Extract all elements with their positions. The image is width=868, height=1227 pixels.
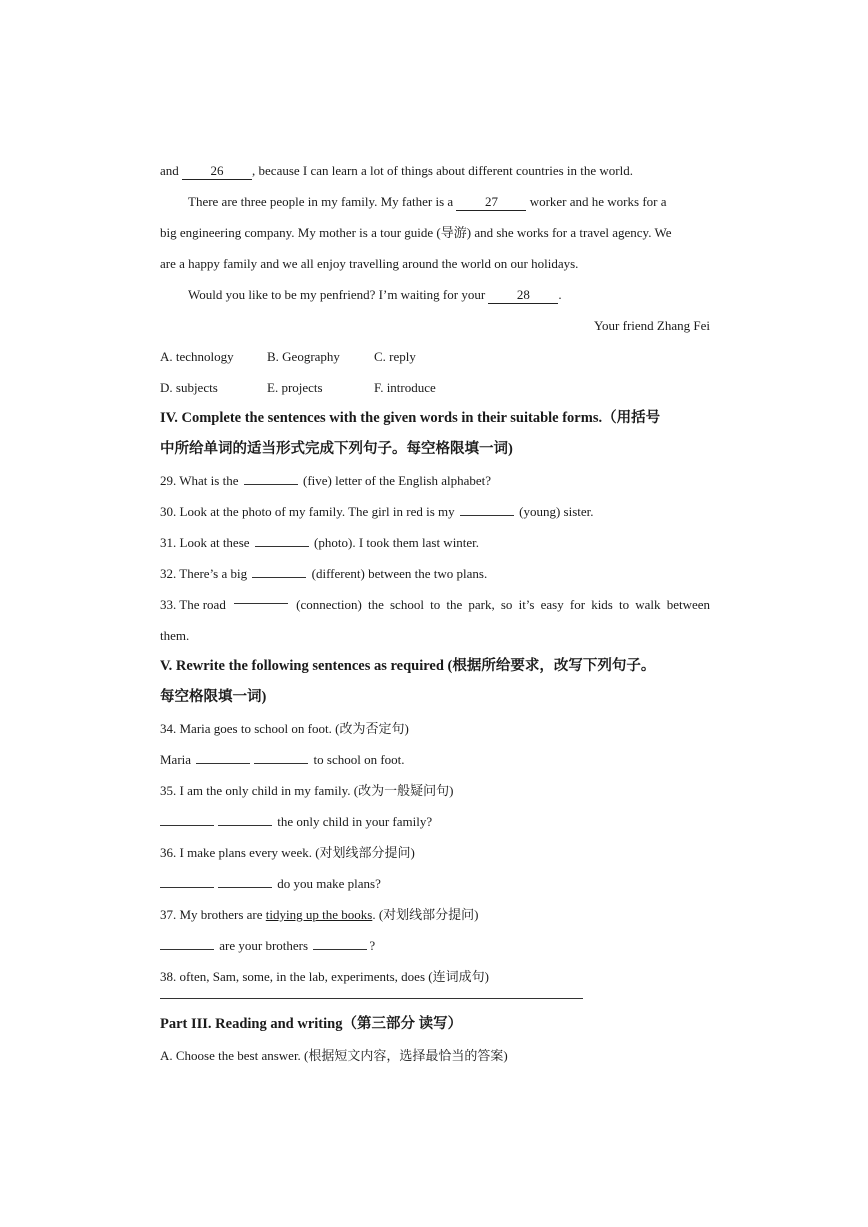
- blank-number: 28: [516, 287, 530, 302]
- options-row-1: [160, 341, 710, 372]
- question-37: [160, 899, 710, 930]
- answer-35: [160, 806, 710, 837]
- blank-28[interactable]: [488, 287, 558, 304]
- text: Maria: [160, 752, 195, 767]
- option-a: A. technology: [160, 349, 234, 364]
- question-31: [160, 527, 710, 558]
- answer-34: [160, 744, 710, 775]
- answer-blank[interactable]: [234, 589, 288, 604]
- text: to school on foot.: [310, 752, 405, 767]
- question-33-cont: them.: [160, 628, 190, 643]
- answer-blank[interactable]: [160, 935, 214, 950]
- answer-36: [160, 868, 710, 899]
- blank-26[interactable]: [182, 163, 252, 180]
- text: the only child in your family?: [274, 814, 433, 829]
- text: kids: [591, 597, 613, 612]
- text: to: [430, 597, 441, 612]
- text: walk: [635, 597, 661, 612]
- answer-blank[interactable]: [160, 811, 214, 826]
- text: park,: [468, 597, 495, 612]
- text: . (对划线部分提问): [372, 907, 479, 922]
- text: (different) between the two plans.: [308, 566, 488, 581]
- text: ?: [369, 938, 376, 953]
- option-e: E. projects: [267, 380, 323, 395]
- text: easy: [540, 597, 564, 612]
- answer-blank[interactable]: [252, 563, 306, 578]
- text: (young) sister.: [515, 504, 594, 519]
- text: 33. The road: [160, 597, 226, 612]
- text: the: [446, 597, 463, 612]
- blank-number: 27: [484, 194, 498, 209]
- section-4-title-cont: 中所给单词的适当形式完成下列句子。每空格限填一词): [160, 441, 513, 457]
- question-36: 36. I make plans every week. (对划线部分提问): [160, 845, 415, 860]
- answer-blank[interactable]: [254, 749, 308, 764]
- question-35: 35. I am the only child in my family. (改为一般疑问句): [160, 783, 454, 798]
- passage-line-3: big engineering company. My mother is a tour guide (导游) and she works for a travel agency. We: [160, 225, 672, 240]
- text: between: [666, 597, 710, 612]
- text: 29. What is the: [160, 473, 242, 488]
- question-33: [160, 589, 710, 620]
- options-row-2: [160, 372, 710, 403]
- answer-blank[interactable]: [313, 935, 367, 950]
- text: it’s: [518, 597, 535, 612]
- text: Would you like to be my penfriend? I’m waiting for your: [188, 287, 489, 302]
- part-3-title: Part III. Reading and writing（第三部分 读写）: [160, 1016, 463, 1032]
- option-d: D. subjects: [160, 380, 218, 395]
- text: are your brothers: [216, 938, 312, 953]
- text: 31. Look at these: [160, 535, 253, 550]
- worksheet-content: [160, 155, 710, 1071]
- option-c: C. reply: [374, 349, 416, 364]
- answer-37: [160, 930, 710, 961]
- answer-blank[interactable]: [218, 873, 272, 888]
- part-3-instruction: A. Choose the best answer. (根据短文内容，选择最恰当的答案): [160, 1048, 508, 1063]
- question-29: [160, 465, 710, 496]
- section-5-title: V. Rewrite the following sentences as required (根据所给要求，改写下列句子。: [160, 658, 656, 674]
- question-38: 38. often, Sam, some, in the lab, experiments, does (连词成句): [160, 969, 489, 984]
- text: There are three people in my family. My father is a: [188, 194, 457, 209]
- text: school: [389, 597, 424, 612]
- question-34: 34. Maria goes to school on foot. (改为否定句): [160, 721, 409, 736]
- section-5-title-cont: 每空格限填一词): [160, 689, 267, 705]
- answer-blank[interactable]: [218, 811, 272, 826]
- text: 37. My brothers are: [160, 907, 266, 922]
- text: , because I can learn a lot of things about different countries in the world.: [252, 163, 633, 178]
- text: the: [367, 597, 384, 612]
- text: so: [500, 597, 513, 612]
- question-30: [160, 496, 710, 527]
- answer-blank[interactable]: [460, 501, 514, 516]
- blank-number: 26: [210, 163, 224, 178]
- text: to: [619, 597, 630, 612]
- option-f: F. introduce: [374, 380, 436, 395]
- signature: Your friend Zhang Fei: [593, 318, 710, 333]
- passage-line-2: [160, 186, 710, 217]
- text: 32. There’s a big: [160, 566, 251, 581]
- underlined-phrase: tidying up the books: [265, 907, 373, 922]
- answer-blank[interactable]: [255, 532, 309, 547]
- spacer: [160, 999, 710, 1009]
- passage-line-5: [160, 279, 710, 310]
- answer-blank[interactable]: [244, 470, 298, 485]
- text: .: [558, 287, 562, 302]
- text: and: [160, 163, 183, 178]
- section-4-title: IV. Complete the sentences with the given words in their suitable forms.（用括号: [160, 410, 661, 426]
- text: for: [569, 597, 586, 612]
- blank-27[interactable]: [456, 194, 526, 211]
- passage-line-1: [160, 155, 710, 186]
- question-32: [160, 558, 710, 589]
- answer-blank[interactable]: [196, 749, 250, 764]
- text: do you make plans?: [274, 876, 381, 891]
- passage-line-4: are a happy family and we all enjoy travelling around the world on our holidays.: [160, 256, 579, 271]
- option-b: B. Geography: [267, 349, 340, 364]
- text: (photo). I took them last winter.: [310, 535, 480, 550]
- text: 30. Look at the photo of my family. The girl in red is my: [160, 504, 458, 519]
- text: (connection): [296, 597, 362, 612]
- text: (five) letter of the English alphabet?: [299, 473, 492, 488]
- answer-blank[interactable]: [160, 873, 214, 888]
- text: worker and he works for a: [526, 194, 667, 209]
